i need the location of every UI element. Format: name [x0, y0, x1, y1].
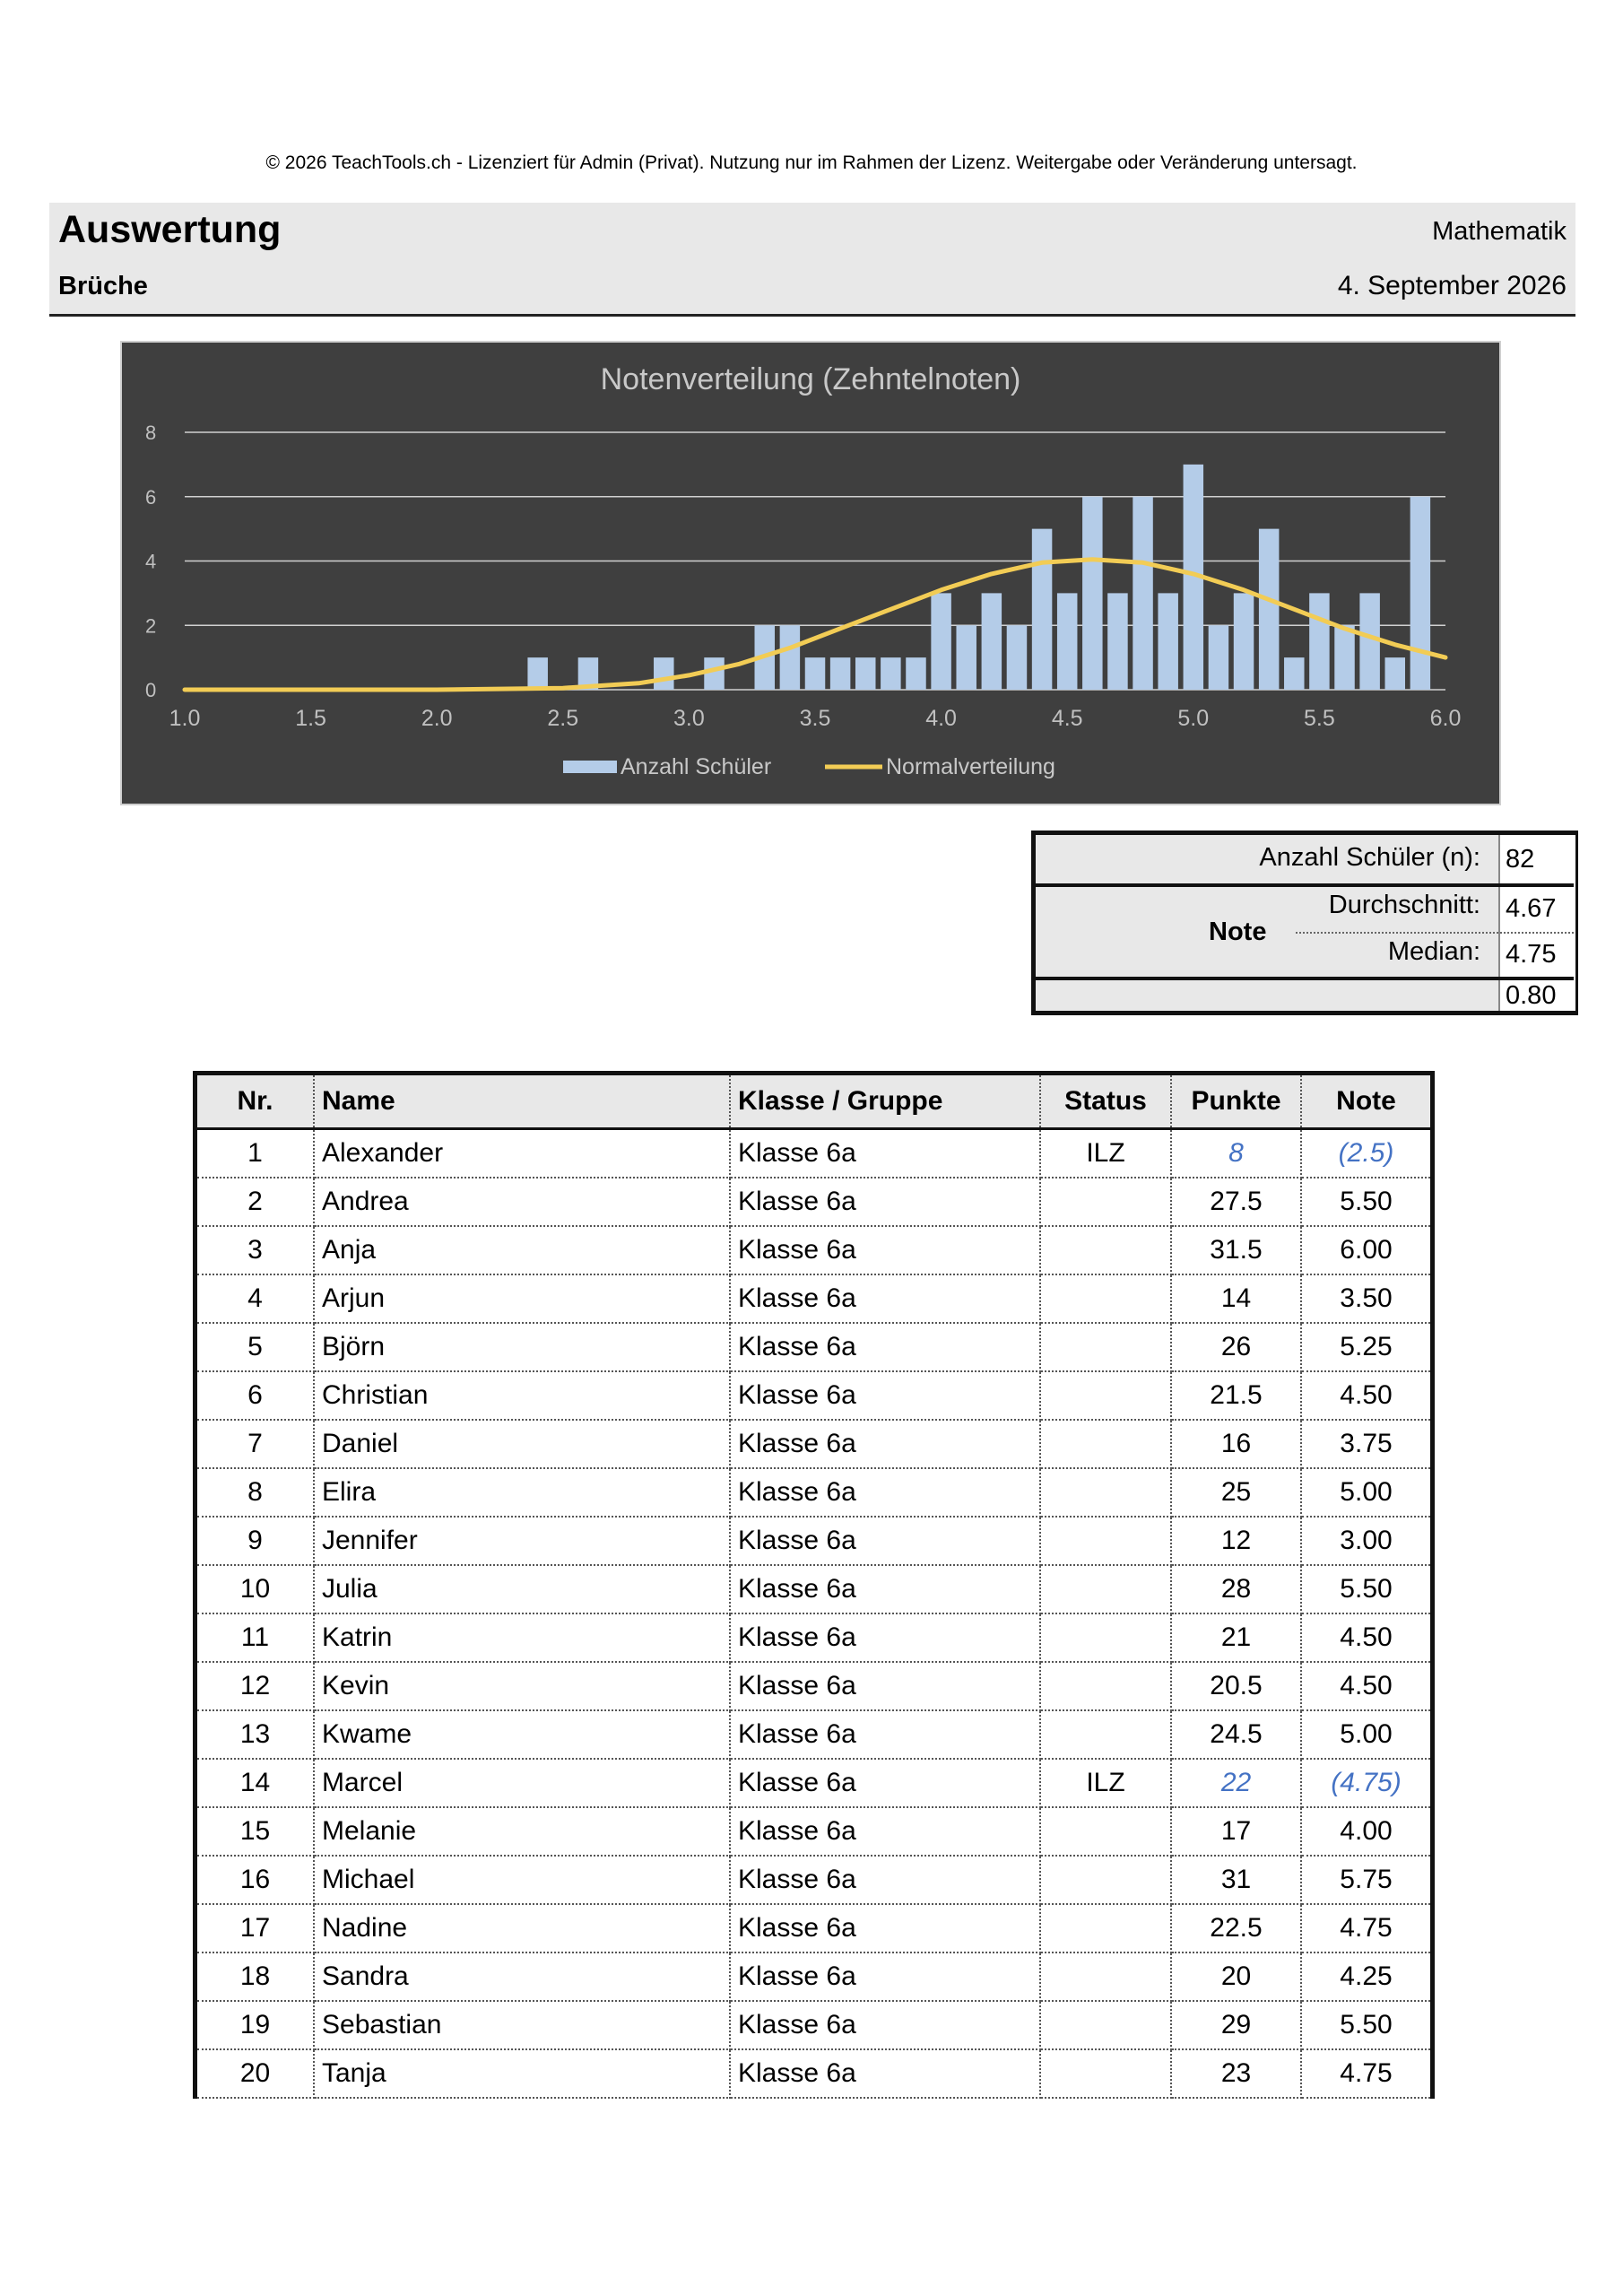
- count-value: 82: [1506, 845, 1535, 874]
- y-tick-label: 0: [145, 679, 157, 701]
- cell-punkte: 31: [1171, 1856, 1301, 1904]
- table-row: [195, 1178, 1433, 1226]
- cell-name: Daniel: [314, 1420, 730, 1468]
- cell-note: 5.75: [1301, 1856, 1433, 1904]
- cell-klasse: Klasse 6a: [730, 1662, 1040, 1710]
- table-row: [195, 1904, 1433, 1952]
- cell-nr: 17: [195, 1904, 315, 1952]
- cell-note: 4.00: [1301, 1807, 1433, 1856]
- cell-status: [1040, 2049, 1171, 2098]
- cell-nr: 16: [195, 1856, 315, 1904]
- cell-punkte: 20.5: [1171, 1662, 1301, 1710]
- count-label: Anzahl Schüler (n):: [1259, 843, 1480, 872]
- cell-punkte: 23: [1171, 2049, 1301, 2098]
- date-label: 4. September 2026: [1337, 271, 1567, 300]
- cell-punkte: 14: [1171, 1274, 1301, 1323]
- dotted-divider: [1296, 932, 1574, 934]
- cell-nr: 7: [195, 1420, 315, 1468]
- cell-klasse: Klasse 6a: [730, 1565, 1040, 1613]
- histogram-bar: [1385, 657, 1405, 690]
- cell-name: Arjun: [314, 1274, 730, 1323]
- cell-nr: 19: [195, 2001, 315, 2049]
- page-header: [49, 203, 1575, 317]
- cell-note: 3.50: [1301, 1274, 1433, 1323]
- cell-status: [1040, 1371, 1171, 1420]
- cell-status: [1040, 1710, 1171, 1759]
- cell-punkte: 29: [1171, 2001, 1301, 2049]
- cell-punkte: 20: [1171, 1952, 1301, 2001]
- grades-table: [193, 1071, 1435, 2099]
- table-row: [195, 1420, 1433, 1468]
- cell-name: Julia: [314, 1565, 730, 1613]
- cell-punkte: 28: [1171, 1565, 1301, 1613]
- cell-punkte: 22.5: [1171, 1904, 1301, 1952]
- table-row: [195, 1952, 1433, 2001]
- histogram-bar: [1334, 625, 1354, 690]
- table-row: [195, 1371, 1433, 1420]
- table-header-row: [195, 1074, 1433, 1129]
- histogram-bar: [956, 625, 976, 690]
- y-tick-label: 8: [145, 422, 157, 444]
- x-tick-label: 2.5: [547, 706, 579, 731]
- table-row: [195, 1613, 1433, 1662]
- cell-status: ILZ: [1040, 1129, 1171, 1178]
- histogram-bar: [654, 657, 673, 690]
- cell-name: Sebastian: [314, 2001, 730, 2049]
- cell-klasse: Klasse 6a: [730, 1856, 1040, 1904]
- histogram-bar: [1259, 529, 1279, 690]
- cell-note: 3.00: [1301, 1517, 1433, 1565]
- cell-status: [1040, 1468, 1171, 1517]
- cell-klasse: Klasse 6a: [730, 1807, 1040, 1856]
- table-row: [195, 2001, 1433, 2049]
- histogram-bar: [1057, 593, 1077, 690]
- cell-nr: 20: [195, 2049, 315, 2098]
- grade-distribution-chart: [120, 341, 1501, 805]
- cell-note: 5.50: [1301, 1565, 1433, 1613]
- table-row: [195, 1323, 1433, 1371]
- histogram-bar: [1359, 593, 1379, 690]
- cell-klasse: Klasse 6a: [730, 1226, 1040, 1274]
- x-tick-label: 4.5: [1051, 706, 1083, 731]
- cell-klasse: Klasse 6a: [730, 2049, 1040, 2098]
- cell-klasse: Klasse 6a: [730, 1952, 1040, 2001]
- cell-status: [1040, 1226, 1171, 1274]
- histogram-bar: [704, 657, 724, 690]
- histogram-bar: [1284, 657, 1304, 690]
- cell-note: 4.50: [1301, 1613, 1433, 1662]
- cell-name: Melanie: [314, 1807, 730, 1856]
- cell-status: [1040, 2001, 1171, 2049]
- header-note: Note: [1301, 1074, 1433, 1129]
- cell-status: [1040, 1613, 1171, 1662]
- cell-nr: 1: [195, 1129, 315, 1178]
- histogram-bar: [1209, 625, 1228, 690]
- cell-klasse: Klasse 6a: [730, 1904, 1040, 1952]
- note-label: Note: [1209, 918, 1267, 946]
- histogram-bar: [1158, 593, 1177, 690]
- cell-klasse: Klasse 6a: [730, 2001, 1040, 2049]
- page-subtitle: Brüche: [58, 272, 148, 300]
- cell-punkte: 22: [1171, 1759, 1301, 1807]
- cell-note: 3.75: [1301, 1420, 1433, 1468]
- x-tick-label: 2.0: [421, 706, 453, 731]
- cell-status: [1040, 1323, 1171, 1371]
- cell-punkte: 16: [1171, 1420, 1301, 1468]
- y-tick-label: 6: [145, 485, 157, 509]
- cell-status: [1040, 1420, 1171, 1468]
- chart-title: Notenverteilung (Zehntelnoten): [600, 362, 1021, 396]
- copyright-notice: © 2026 TeachTools.ch - Lizenziert für Admin (Privat). Nutzung nur im Rahmen der Lizenz. Weitergabe oder Veränderung untersagt.: [265, 152, 1358, 173]
- table-row: [195, 1129, 1433, 1178]
- cell-name: Andrea: [314, 1178, 730, 1226]
- cell-nr: 18: [195, 1952, 315, 2001]
- cell-status: [1040, 1517, 1171, 1565]
- cell-note: (4.75): [1301, 1759, 1433, 1807]
- histogram-bar: [527, 657, 547, 690]
- cell-note: 5.50: [1301, 1178, 1433, 1226]
- table-row: [195, 1710, 1433, 1759]
- histogram-bar: [1082, 497, 1102, 690]
- cell-nr: 9: [195, 1517, 315, 1565]
- cell-nr: 6: [195, 1371, 315, 1420]
- table-row: [195, 1565, 1433, 1613]
- histogram-bar: [931, 593, 950, 690]
- cell-status: [1040, 1904, 1171, 1952]
- table-row: [195, 1468, 1433, 1517]
- summary-note-row: [1036, 887, 1574, 980]
- cell-note: 4.75: [1301, 1904, 1433, 1952]
- legend-line-label: Normalverteilung: [886, 754, 1055, 779]
- cell-name: Anja: [314, 1226, 730, 1274]
- histogram-bar: [1309, 593, 1329, 690]
- cell-status: ILZ: [1040, 1759, 1171, 1807]
- x-tick-label: 5.5: [1304, 706, 1335, 731]
- cell-punkte: 25: [1171, 1468, 1301, 1517]
- table-row: [195, 1662, 1433, 1710]
- cell-nr: 13: [195, 1710, 315, 1759]
- y-tick-label: 4: [145, 550, 157, 573]
- x-tick-label: 4.0: [925, 706, 957, 731]
- header-punkte: Punkte: [1171, 1074, 1301, 1129]
- cell-name: Jennifer: [314, 1517, 730, 1565]
- cell-name: Sandra: [314, 1952, 730, 2001]
- cell-klasse: Klasse 6a: [730, 1129, 1040, 1178]
- cell-name: Björn: [314, 1323, 730, 1371]
- cell-nr: 4: [195, 1274, 315, 1323]
- cell-punkte: 31.5: [1171, 1226, 1301, 1274]
- y-tick-label: 2: [145, 614, 157, 638]
- cell-klasse: Klasse 6a: [730, 1613, 1040, 1662]
- cell-nr: 2: [195, 1178, 315, 1226]
- cell-nr: 3: [195, 1226, 315, 1274]
- histogram-bar: [1410, 497, 1430, 690]
- header-name: Name: [314, 1074, 730, 1129]
- cell-klasse: Klasse 6a: [730, 1274, 1040, 1323]
- histogram-bar: [982, 593, 1002, 690]
- cell-name: Elira: [314, 1468, 730, 1517]
- cell-name: Kevin: [314, 1662, 730, 1710]
- cell-klasse: Klasse 6a: [730, 1178, 1040, 1226]
- cell-name: Tanja: [314, 2049, 730, 2098]
- table-row: [195, 1226, 1433, 1274]
- summary-extra-row: [1036, 980, 1574, 1011]
- cell-status: [1040, 1662, 1171, 1710]
- average-label: Durchschnitt:: [1328, 891, 1480, 919]
- cell-punkte: 21.5: [1171, 1371, 1301, 1420]
- cell-punkte: 12: [1171, 1517, 1301, 1565]
- legend-bar-swatch: [563, 761, 617, 773]
- table-row: [195, 1274, 1433, 1323]
- legend-bar-label: Anzahl Schüler: [621, 754, 772, 779]
- chart-canvas: [122, 343, 1499, 804]
- cell-klasse: Klasse 6a: [730, 1710, 1040, 1759]
- subject-label: Mathematik: [1432, 217, 1567, 246]
- summary-count-row: [1036, 835, 1574, 887]
- cell-status: [1040, 1856, 1171, 1904]
- cell-status: [1040, 1952, 1171, 2001]
- histogram-bar: [780, 625, 800, 690]
- cell-klasse: Klasse 6a: [730, 1371, 1040, 1420]
- table-row: [195, 1517, 1433, 1565]
- summary-box: [1031, 831, 1578, 1015]
- cell-note: 5.00: [1301, 1468, 1433, 1517]
- cell-klasse: Klasse 6a: [730, 1759, 1040, 1807]
- cell-note: 4.50: [1301, 1371, 1433, 1420]
- cell-note: 5.00: [1301, 1710, 1433, 1759]
- cell-klasse: Klasse 6a: [730, 1517, 1040, 1565]
- cell-note: 4.25: [1301, 1952, 1433, 2001]
- median-value: 4.75: [1506, 940, 1557, 969]
- cell-name: Kwame: [314, 1710, 730, 1759]
- cell-klasse: Klasse 6a: [730, 1468, 1040, 1517]
- cell-name: Katrin: [314, 1613, 730, 1662]
- cell-nr: 14: [195, 1759, 315, 1807]
- cell-status: [1040, 1807, 1171, 1856]
- histogram-bar: [1032, 529, 1052, 690]
- header-klasse: Klasse / Gruppe: [730, 1074, 1040, 1129]
- histogram-bar: [805, 657, 825, 690]
- cell-nr: 11: [195, 1613, 315, 1662]
- header-nr: Nr.: [195, 1074, 315, 1129]
- median-label: Median:: [1387, 937, 1480, 966]
- cell-name: Nadine: [314, 1904, 730, 1952]
- histogram-bar: [1007, 625, 1027, 690]
- cell-punkte: 8: [1171, 1129, 1301, 1178]
- x-tick-label: 3.0: [673, 706, 705, 731]
- cell-note: 5.50: [1301, 2001, 1433, 2049]
- x-tick-label: 1.0: [169, 706, 201, 731]
- cell-name: Michael: [314, 1856, 730, 1904]
- cell-note: (2.5): [1301, 1129, 1433, 1178]
- table-row: [195, 1807, 1433, 1856]
- cell-nr: 15: [195, 1807, 315, 1856]
- cell-punkte: 17: [1171, 1807, 1301, 1856]
- cell-name: Christian: [314, 1371, 730, 1420]
- cell-klasse: Klasse 6a: [730, 1323, 1040, 1371]
- cell-status: [1040, 1178, 1171, 1226]
- histogram-bar: [1133, 497, 1152, 690]
- histogram-bar: [906, 657, 925, 690]
- histogram-bar: [1107, 593, 1127, 690]
- cell-nr: 5: [195, 1323, 315, 1371]
- cell-nr: 12: [195, 1662, 315, 1710]
- cell-note: 4.50: [1301, 1662, 1433, 1710]
- table-row: [195, 2049, 1433, 2098]
- cell-punkte: 21: [1171, 1613, 1301, 1662]
- cell-status: [1040, 1274, 1171, 1323]
- cell-nr: 8: [195, 1468, 315, 1517]
- extra-value: 0.80: [1506, 981, 1557, 1010]
- cell-punkte: 26: [1171, 1323, 1301, 1371]
- x-tick-label: 5.0: [1177, 706, 1210, 731]
- x-tick-label: 3.5: [799, 706, 831, 731]
- header-status: Status: [1040, 1074, 1171, 1129]
- histogram-bar: [1234, 593, 1254, 690]
- cell-name: Marcel: [314, 1759, 730, 1807]
- x-tick-label: 1.5: [295, 706, 326, 731]
- table-row: [195, 1759, 1433, 1807]
- page-title: Auswertung: [58, 208, 282, 251]
- cell-note: 5.25: [1301, 1323, 1433, 1371]
- cell-status: [1040, 1565, 1171, 1613]
- average-value: 4.67: [1506, 894, 1557, 923]
- table-row: [195, 1856, 1433, 1904]
- histogram-bar: [830, 657, 850, 690]
- histogram-bar: [855, 657, 875, 690]
- cell-klasse: Klasse 6a: [730, 1420, 1040, 1468]
- cell-punkte: 27.5: [1171, 1178, 1301, 1226]
- cell-nr: 10: [195, 1565, 315, 1613]
- cell-name: Alexander: [314, 1129, 730, 1178]
- cell-punkte: 24.5: [1171, 1710, 1301, 1759]
- cell-note: 4.75: [1301, 2049, 1433, 2098]
- cell-note: 6.00: [1301, 1226, 1433, 1274]
- histogram-bar: [881, 657, 900, 690]
- x-tick-label: 6.0: [1429, 706, 1462, 731]
